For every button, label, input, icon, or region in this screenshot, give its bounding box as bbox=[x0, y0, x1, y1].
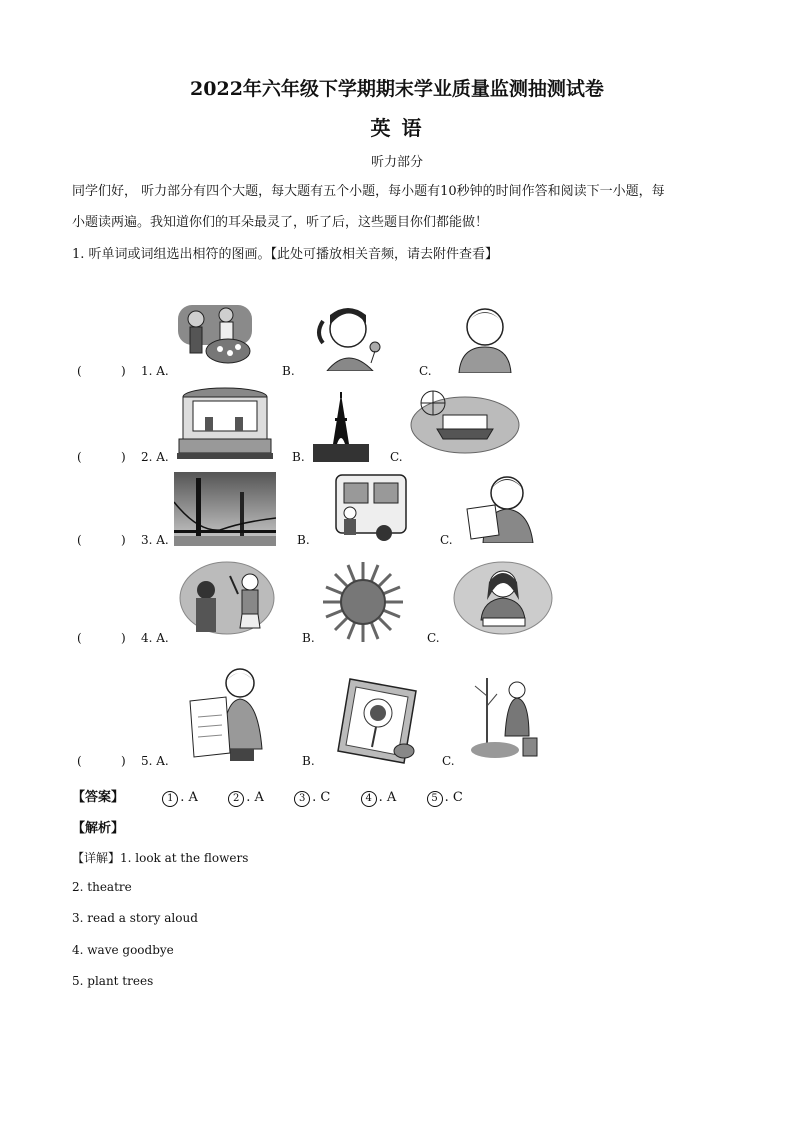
boy-reading-icon bbox=[465, 469, 537, 543]
intro-line-2: 小题读两遍。我知道你们的耳朵最灵了，听了后，这些题目你们都能做！ bbox=[72, 215, 489, 230]
option-c-label: C. bbox=[440, 533, 453, 547]
option-a-label: 5. A. bbox=[141, 754, 169, 768]
option-c-label: C. bbox=[442, 754, 455, 768]
girl-smelling-flower-icon bbox=[313, 301, 393, 371]
theatre-stage-icon bbox=[177, 387, 273, 461]
detail-line-2: 2. theatre bbox=[72, 880, 132, 894]
answer-item-2: 2 . A bbox=[228, 790, 264, 805]
question-row-5: ( ) 5. A. B. C. bbox=[77, 754, 455, 768]
option-b-label: B. bbox=[302, 754, 315, 768]
eiffel-tower-icon bbox=[313, 392, 369, 462]
section-heading: 听力部分 bbox=[370, 155, 423, 170]
option-c-label: C. bbox=[390, 450, 403, 464]
boat-ride-icon bbox=[409, 387, 521, 455]
answer-item-1: 1 . A bbox=[162, 790, 198, 805]
analysis-label: 【解析】 bbox=[72, 821, 125, 836]
answer-item-4: 4 . A bbox=[361, 790, 397, 805]
detail-line-4: 4. wave goodbye bbox=[72, 943, 174, 957]
golden-gate-bridge-icon bbox=[174, 472, 276, 546]
boy-holding-paper-icon bbox=[188, 665, 266, 763]
option-a-label: 2. A. bbox=[141, 450, 169, 464]
answer-item-3: 3 . C bbox=[294, 790, 330, 805]
girl-writing-icon bbox=[453, 560, 553, 638]
option-b-label: B. bbox=[292, 450, 305, 464]
detail-line-1: 【详解】1. look at the flowers bbox=[72, 851, 249, 865]
answer-line bbox=[72, 786, 463, 807]
people-flowers-icon bbox=[176, 297, 254, 367]
option-c-label: C. bbox=[427, 631, 440, 645]
girls-waving-icon bbox=[178, 560, 276, 638]
detail-line-3: 3. read a story aloud bbox=[72, 911, 198, 925]
sunflower-drawing-icon bbox=[336, 675, 418, 767]
option-a-label: 1. A. bbox=[141, 364, 169, 378]
option-c-label: C. bbox=[419, 364, 432, 378]
sun-icon bbox=[321, 560, 405, 644]
page-title: 2022年六年级下学期期末学业质量监测抽测试卷 bbox=[190, 78, 604, 100]
answer-item-5: 5 . C bbox=[427, 790, 463, 805]
subject-heading: 英 语 bbox=[370, 116, 424, 140]
option-b-label: B. bbox=[282, 364, 295, 378]
bus-icon bbox=[330, 471, 408, 543]
planting-tree-icon bbox=[467, 676, 543, 764]
question-row-2: ( ) 2. A. B. C. bbox=[77, 450, 403, 464]
question-row-4: ( ) 4. A. B. C. bbox=[77, 631, 440, 645]
boy-portrait-icon bbox=[455, 301, 515, 373]
answer-label: 【答案】 bbox=[72, 790, 125, 805]
option-a-label: 4. A. bbox=[141, 631, 169, 645]
question-row-1: ( ) 1. A. B. C. bbox=[77, 364, 432, 378]
detail-line-5: 5. plant trees bbox=[72, 974, 154, 988]
intro-line-1: 同学们好， 听力部分有四个大题，每大题有五个小题，每小题有10秒钟的时间作答和阅读下一小题，每 bbox=[72, 184, 665, 199]
question-1-instruction: 1. 听单词或词组选出相符的图画。【此处可播放相关音频，请去附件查看】 bbox=[72, 247, 499, 262]
option-b-label: B. bbox=[297, 533, 310, 547]
option-a-label: 3. A. bbox=[141, 533, 169, 547]
option-b-label: B. bbox=[302, 631, 315, 645]
question-row-3: ( ) 3. A. B. C. bbox=[77, 533, 453, 547]
